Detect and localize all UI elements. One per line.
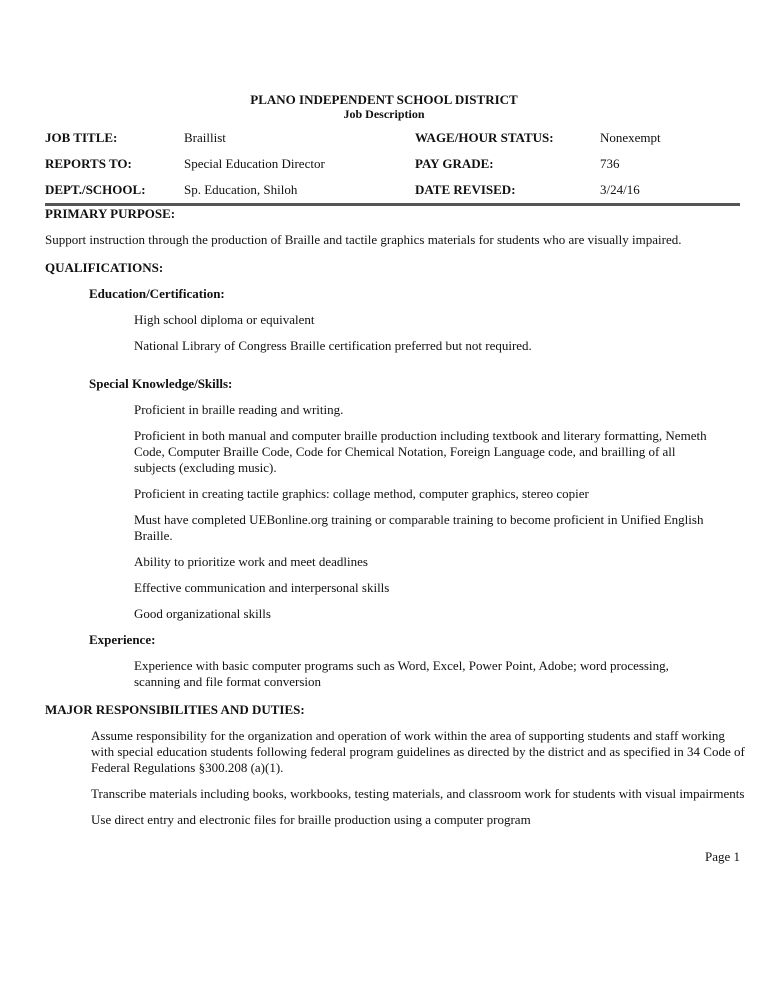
subsection-heading: Education/Certification:: [89, 286, 225, 301]
duty-item: Transcribe materials including books, workbooks, testing materials, and classroom work for students with visual impairments: [91, 786, 745, 801]
info-label: JOB TITLE:: [45, 130, 118, 145]
list-item: Ability to prioritize work and meet deadlines: [134, 554, 368, 569]
list-item: National Library of Congress Braille certification preferred but not required.: [134, 338, 532, 353]
duty-item: Assume responsibility for the organization and operation of work within the area of supporting students and staff working with special education students following federal program guidelines as directed by the district and as specified in 34 Code of Federal Regulations §300.208 (a)(1).: [91, 728, 745, 775]
doc-type: Job Description: [343, 107, 425, 121]
section-heading: MAJOR RESPONSIBILITIES AND DUTIES:: [45, 702, 305, 717]
subsection-heading: Experience:: [89, 632, 156, 647]
info-label: WAGE/HOUR STATUS:: [415, 130, 554, 145]
section-heading: PRIMARY PURPOSE:: [45, 206, 176, 221]
info-value: Special Education Director: [184, 156, 325, 171]
info-value: 3/24/16: [600, 182, 640, 197]
list-item: Good organizational skills: [134, 606, 271, 621]
org-title: PLANO INDEPENDENT SCHOOL DISTRICT: [250, 92, 518, 107]
info-label: DATE REVISED:: [415, 182, 516, 197]
section-heading: QUALIFICATIONS:: [45, 260, 164, 275]
subsection-heading: Special Knowledge/Skills:: [89, 376, 233, 391]
info-value: Nonexempt: [600, 130, 661, 145]
primary-purpose-text: Support instruction through the production of Braille and tactile graphics materials for students who are visually impaired.: [45, 232, 682, 247]
list-item: Proficient in both manual and computer braille production including textbook and literary formatting, Nemeth Code, Computer Braille Code, Code for Chemical Notation, Foreign Language code, and brailling of all subjects (excluding music).: [134, 428, 707, 475]
info-value: Sp. Education, Shiloh: [184, 182, 298, 197]
list-item: Proficient in creating tactile graphics: collage method, computer graphics, stereo copier: [134, 486, 589, 501]
duty-item: Use direct entry and electronic files for braille production using a computer program: [91, 812, 531, 827]
list-item: Experience with basic computer programs such as Word, Excel, Power Point, Adobe; word processing, scanning and file format conversion: [134, 658, 669, 689]
list-item: Proficient in braille reading and writing.: [134, 402, 344, 417]
info-label: PAY GRADE:: [415, 156, 494, 171]
info-value: Braillist: [184, 130, 226, 145]
info-label: REPORTS TO:: [45, 156, 132, 171]
page-number: Page 1: [704, 849, 740, 864]
list-item: Must have completed UEBonline.org training or comparable training to become proficient in Unified English Braille.: [134, 512, 704, 543]
list-item: High school diploma or equivalent: [134, 312, 315, 327]
list-item: Effective communication and interpersonal skills: [134, 580, 390, 595]
info-value: 736: [600, 156, 620, 171]
info-label: DEPT./SCHOOL:: [45, 182, 146, 197]
